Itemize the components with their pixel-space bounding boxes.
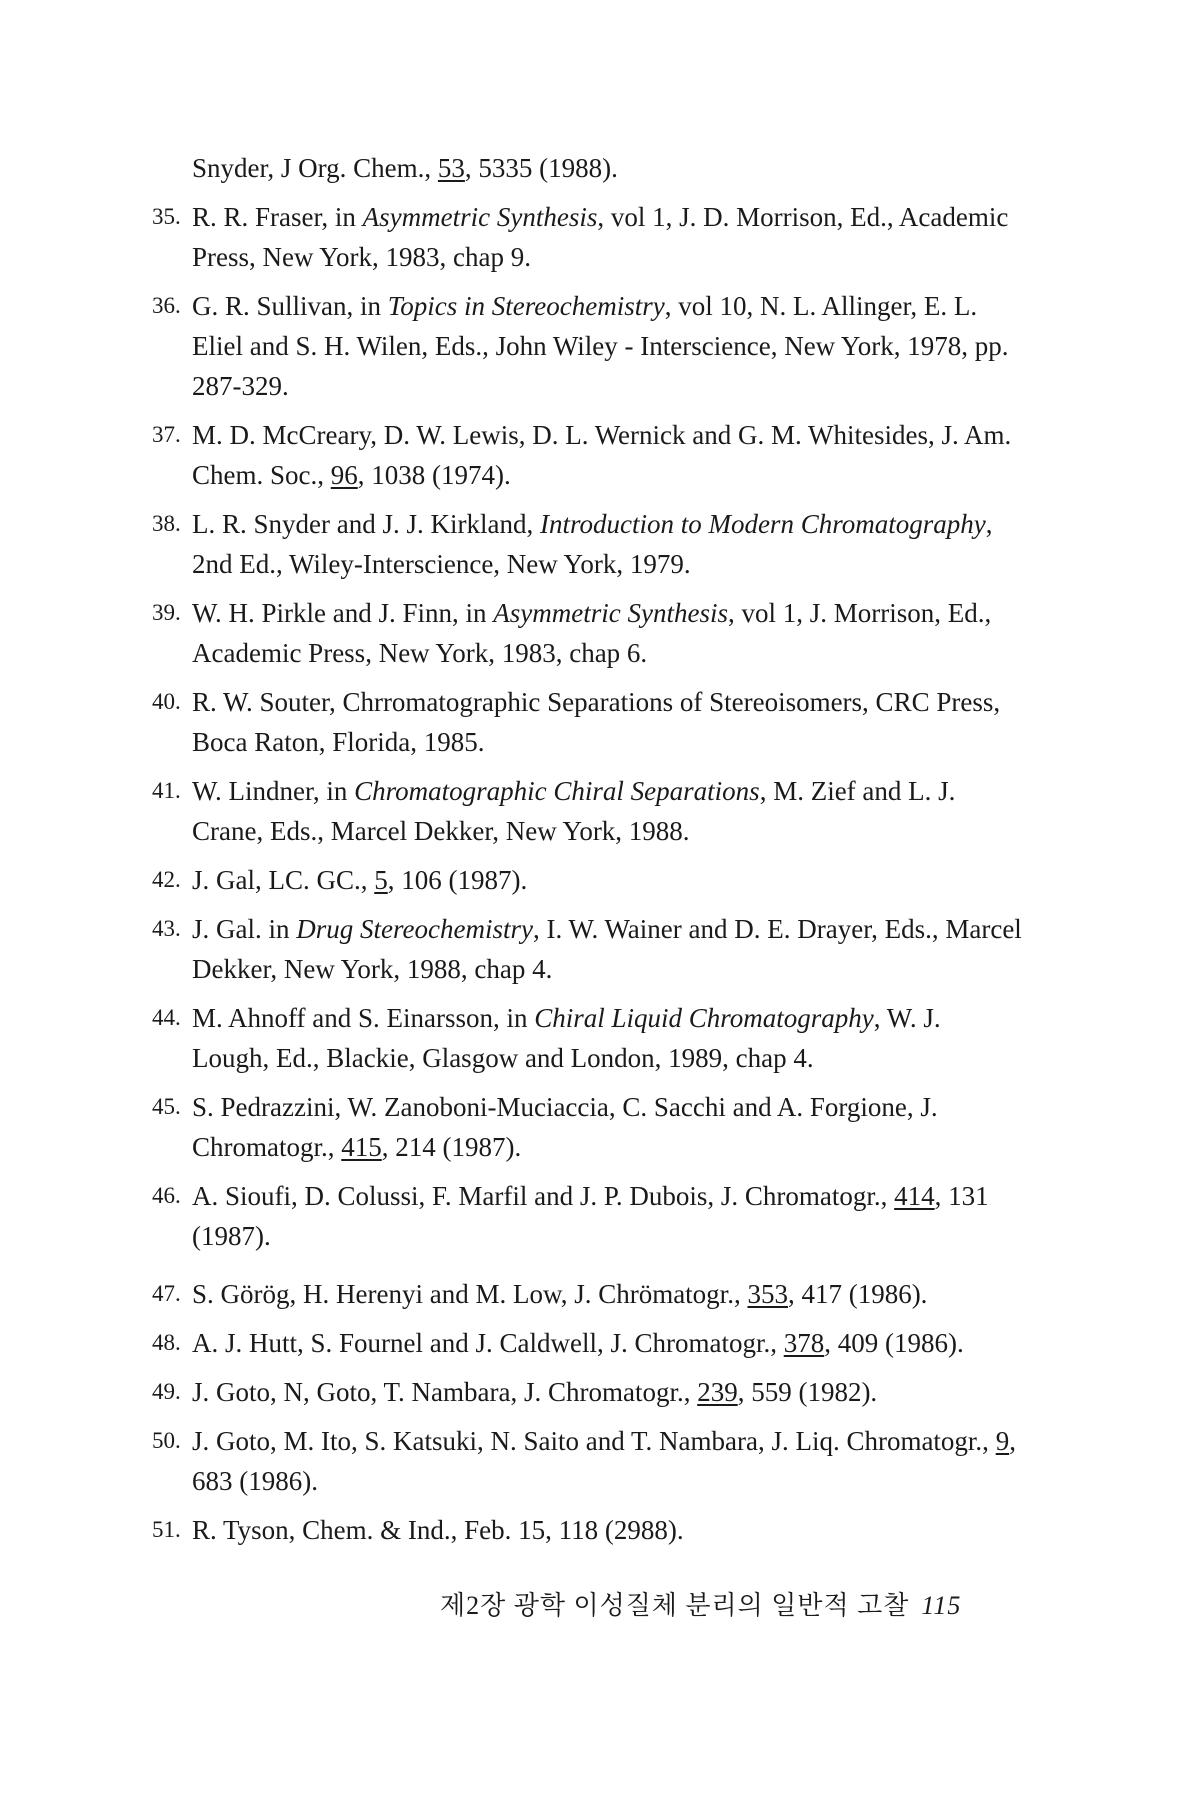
- reference-number: 48.: [152, 1330, 181, 1355]
- reference-45: 45. S. Pedrazzini, W. Zanoboni-Muciaccia, C. Sacchi and A. Forgione, J. Chromatogr., 415, 214 (1987).: [152, 1087, 1022, 1167]
- reference-42: 42. J. Gal, LC. GC., 5, 106 (1987).: [152, 860, 1022, 900]
- reference-51: 51. R. Tyson, Chem. & Ind., Feb. 15, 118 (2988).: [152, 1510, 1022, 1550]
- reference-number: 36.: [152, 293, 181, 318]
- chapter-title: 제2장 광학 이성질체 분리의 일반적 고찰: [440, 1591, 910, 1620]
- reference-number: 47.: [152, 1281, 181, 1306]
- reference-number: 39.: [152, 600, 181, 625]
- reference-number: 44.: [152, 1005, 181, 1030]
- reference-38: 38. L. R. Snyder and J. J. Kirkland, Introduction to Modern Chromatography, 2nd Ed., Wiley-Interscience, New York, 1979.: [152, 504, 1022, 584]
- reference-41: 41. W. Lindner, in Chromatographic Chiral Separations, M. Zief and L. J. Crane, Eds., Marcel Dekker, New York, 1988.: [152, 771, 1022, 851]
- reference-49: 49. J. Goto, N, Goto, T. Nambara, J. Chromatogr., 239, 559 (1982).: [152, 1372, 1022, 1412]
- reference-number: 35.: [152, 204, 181, 229]
- reference-number: 45.: [152, 1094, 181, 1119]
- reference-number: 42.: [152, 867, 181, 892]
- page-footer: [440, 1585, 1000, 1622]
- reference-37: 37. M. D. McCreary, D. W. Lewis, D. L. Wernick and G. M. Whitesides, J. Am. Chem. Soc., 96, 1038 (1974).: [152, 415, 1022, 495]
- reference-number: 37.: [152, 422, 181, 447]
- reference-39: 39. W. H. Pirkle and J. Finn, in Asymmetric Synthesis, vol 1, J. Morrison, Ed., Academic Press, New York, 1983, chap 6.: [152, 593, 1022, 673]
- reference-50: 50. J. Goto, M. Ito, S. Katsuki, N. Saito and T. Nambara, J. Liq. Chromatogr., 9, 683 (1986).: [152, 1421, 1022, 1501]
- reference-number: 41.: [152, 778, 181, 803]
- reference-48: 48. A. J. Hutt, S. Fournel and J. Caldwell, J. Chromatogr., 378, 409 (1986).: [152, 1323, 1022, 1363]
- reference-number: 49.: [152, 1379, 181, 1404]
- reference-43: 43. J. Gal. in Drug Stereochemistry, I. W. Wainer and D. E. Drayer, Eds., Marcel Dekker, New York, 1988, chap 4.: [152, 909, 1022, 989]
- reference-number: 38.: [152, 511, 181, 536]
- page-number: 115: [921, 1591, 962, 1620]
- reference-47: 47. S. Görög, H. Herenyi and M. Low, J. Chrömatogr., 353, 417 (1986).: [152, 1274, 1022, 1314]
- reference-40: 40. R. W. Souter, Chrromatographic Separations of Stereoisomers, CRC Press, Boca Raton, Florida, 1985.: [152, 682, 1022, 762]
- reference-number: 51.: [152, 1517, 181, 1542]
- reference-35: 35. R. R. Fraser, in Asymmetric Synthesis, vol 1, J. D. Morrison, Ed., Academic Press, New York, 1983, chap 9.: [152, 197, 1022, 277]
- reference-number: 40.: [152, 689, 181, 714]
- reference-36: 36. G. R. Sullivan, in Topics in Stereochemistry, vol 10, N. L. Allinger, E. L. Eliel and S. H. Wilen, Eds., John Wiley - Interscience, New York, 1978, pp. 287-329.: [152, 286, 1022, 406]
- reference-number: 46.: [152, 1183, 181, 1208]
- reference-44: 44. M. Ahnoff and S. Einarsson, in Chiral Liquid Chromatography, W. J. Lough, Ed., Blackie, Glasgow and London, 1989, chap 4.: [152, 998, 1022, 1078]
- reference-number: 50.: [152, 1428, 181, 1453]
- reference-list: [152, 148, 1022, 1559]
- reference-number: 43.: [152, 916, 181, 941]
- reference-continuation: Snyder, J Org. Chem., 53, 5335 (1988).: [192, 153, 618, 183]
- reference-46: 46. A. Sioufi, D. Colussi, F. Marfil and J. P. Dubois, J. Chromatogr., 414, 131 (1987).: [152, 1176, 1022, 1256]
